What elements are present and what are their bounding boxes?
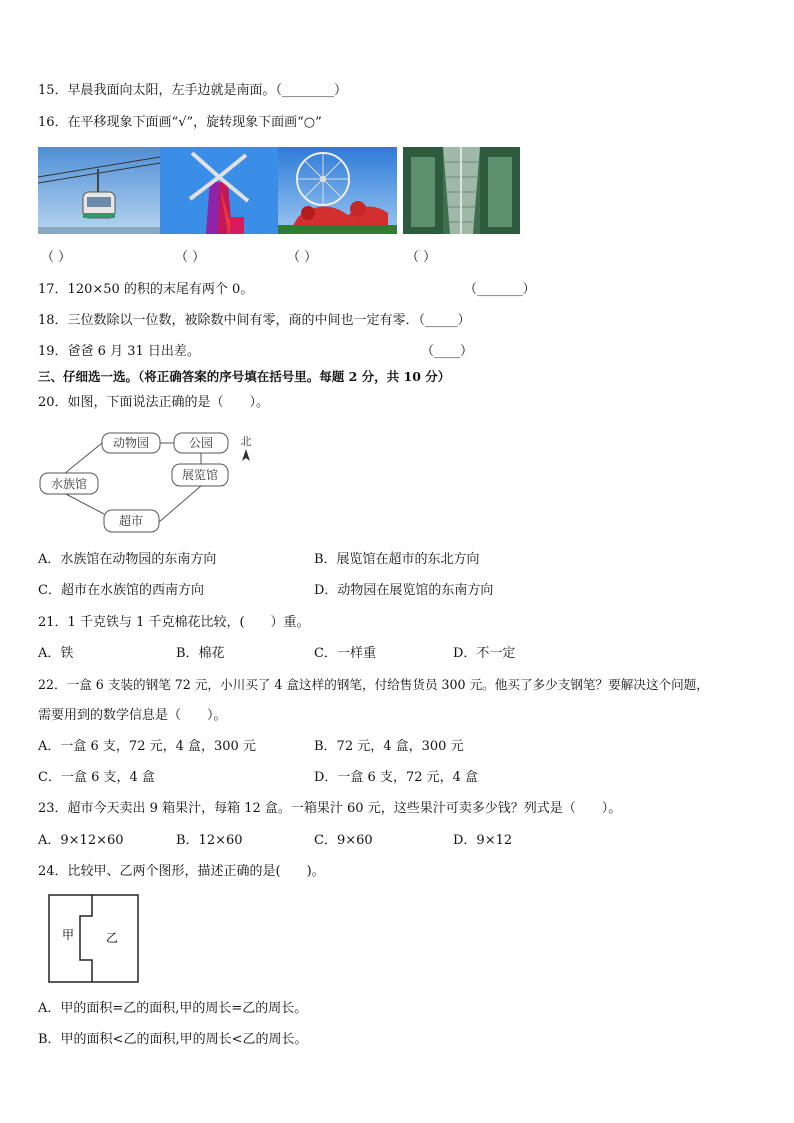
section-3-title: 三、仔细选一选。（将正确答案的序号填在括号里。每题 2 分，共 10 分） [38,369,451,384]
q20-option-d[interactable]: D．动物园在展览馆的东南方向 [314,583,494,598]
q20-option-b[interactable]: B．展览馆在超市的东北方向 [314,552,480,567]
exhibition-label: 展览馆 [181,468,219,482]
shape-comparison-figure [48,894,140,984]
question-15: 15．早晨我面向太阳，左手边就是南面。（________） [38,83,348,98]
blank-ferris-wheel[interactable]: （ ） [287,250,318,265]
north-label: 北 [240,435,252,448]
q24-option-b[interactable]: B．甲的面积<乙的面积,甲的周长<乙的周长。 [38,1032,308,1047]
q23-option-b[interactable]: B．12×60 [176,833,243,848]
q21-option-a[interactable]: A．铁 [38,646,74,661]
question-23: 23．超市今天卖出 9 箱果汁，每箱 12 盒。一箱果汁 60 元，这些果汁可卖多少钱？列式是（ ）。 [38,801,622,816]
windmill-image [160,147,278,234]
escalator-image [403,147,520,234]
q22-option-b[interactable]: B．72 元，4 盒，300 元 [314,739,464,754]
question-17: 17．120×50 的积的末尾有两个 0。 [38,282,254,297]
q21-option-c[interactable]: C．一样重 [314,646,376,661]
question-21: 21．1 千克铁与 1 千克棉花比较，( ）重。 [38,615,310,630]
question-19: 19．爸爸 6 月 31 日出差。 [38,344,200,359]
question-22-line1: 22．一盒 6 支装的钢笔 72 元，小川买了 4 盒这样的钢笔，付给售货员 300 元。他买了多少支钢笔？要解决这个问题， [38,677,709,692]
q23-option-c[interactable]: C．9×60 [314,833,373,848]
aquarium-label: 水族馆 [50,477,88,491]
q24-option-a[interactable]: A．甲的面积=乙的面积,甲的周长=乙的周长。 [38,1001,308,1016]
q22-option-c[interactable]: C．一盒 6 支，4 盒 [38,770,155,785]
question-24: 24．比较甲、乙两个图形，描述正确的是( )。 [38,864,325,879]
q21-option-d[interactable]: D．不一定 [453,646,516,661]
jia-label: 甲 [62,928,75,942]
question-22-line2: 需要用到的数学信息是（ ）。 [38,708,227,723]
park-label: 公园 [188,436,214,450]
question-18: 18．三位数除以一位数，被除数中间有零，商的中间也一定有零．（_____） [38,313,471,328]
question-19-blank[interactable]: （____） [421,344,474,359]
q20-option-a[interactable]: A．水族馆在动物园的东南方向 [38,552,217,567]
question-20: 20．如图，下面说法正确的是（ ）。 [38,395,270,410]
blank-windmill[interactable]: （ ） [175,250,206,265]
ferris-wheel-image [278,147,397,234]
north-arrow-icon [242,449,250,461]
q22-option-a[interactable]: A．一盒 6 支，72 元，4 盒，300 元 [38,739,256,754]
blank-escalator[interactable]: （ ） [406,250,437,265]
blank-cable-car[interactable]: （ ） [41,250,72,265]
q23-option-a[interactable]: A．9×12×60 [38,833,124,848]
yi-label: 乙 [106,931,119,945]
location-diagram [36,428,266,536]
q21-option-b[interactable]: B．棉花 [176,646,225,661]
q22-option-d[interactable]: D．一盒 6 支，72 元，4 盒 [314,770,479,785]
zoo-label: 动物园 [112,436,150,450]
question-16: 16．在平移现象下面画“√”，旋转现象下面画“○” [38,115,322,130]
question-17-blank[interactable]: （_______） [464,282,536,297]
q20-option-c[interactable]: C．超市在水族馆的西南方向 [38,583,204,598]
q23-option-d[interactable]: D．9×12 [453,833,513,848]
supermarket-label: 超市 [118,514,144,528]
cable-car-image [38,147,160,234]
